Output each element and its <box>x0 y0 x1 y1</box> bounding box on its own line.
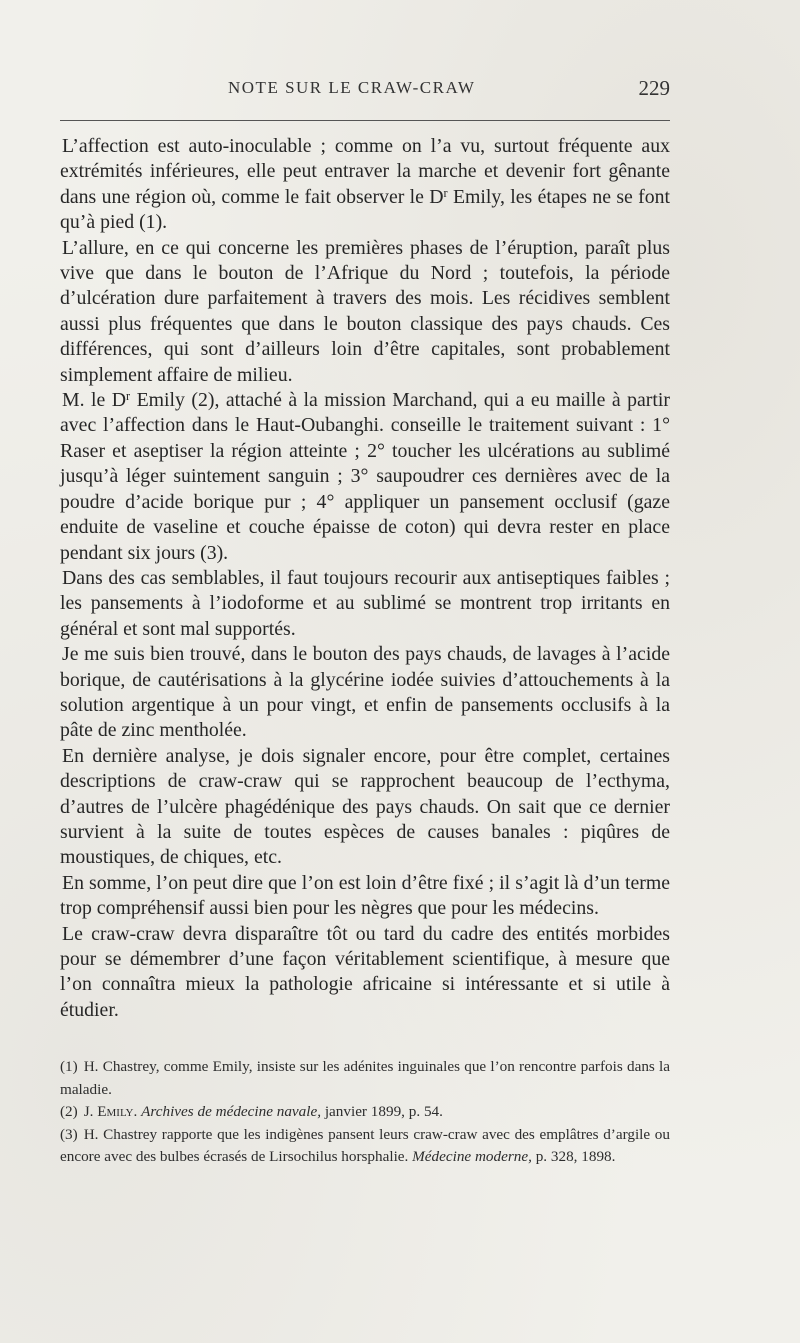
paragraph-1: L’affection est auto-inoculable ; comme on l’a vu, surtout fréquente aux extrémités inférieures, elle peut entraver la marche et devenir fort gênante dans une région où, comme le fait observer le $D^r$ Emily, les étapes ne se font qu’à pied (1). <box>60 135 670 234</box>
paragraph-6: En dernière analyse, je dois signaler encore, pour être complet, certaines descriptions de craw-craw qui se rapprochent beaucoup de l’ecthyma, d’autres de l’ulcère phagédénique des pays chauds. On sait que ce dernier survient à la suite de toutes espèces de causes banales : piqûres de moustiques, de chiques, etc. <box>60 744 670 869</box>
paragraph-8: Le craw-craw devra disparaître tôt ou tard du cadre des entités morbides pour se démembrer d’une façon véritablement scientifique, à mesure que l’on connaîtra mieux la pathologie africaine si intéressante et si utile à étudier. <box>60 922 670 1021</box>
superscript: r <box>126 388 131 403</box>
paragraph-5: Je me suis bien trouvé, dans le bouton des pays chauds, de lavages à l’acide borique, de cautérisations à la glycérine iodée suivies d’attouchements à la solution argentique à un pour vingt, et enfin de pansements occlusifs à la pâte de zinc mentholée. <box>60 643 670 742</box>
footnote-mark: (1) <box>60 1058 78 1075</box>
paragraph-3: M. le $D^r$ Emily (2), attaché à la mission Marchand, qui a eu maille à partir avec l’affection dans le Haut-Oubanghi. conseille le traitement suivant : 1° Raser et aseptiser la région atteinte ; 2° toucher les ulcérations au sublimé jusqu’à léger suintement sanguin ; 3° saupoudrer ces dernières avec de la poudre d’acide borique pur ; 4° appliquer un pansement occlusif (gaze enduite de vaseline et couche épaisse de coton) qui devra rester en place pendant six jours (3). <box>60 388 670 564</box>
main-text <box>60 134 670 1023</box>
footnotes <box>60 1056 670 1169</box>
footnote-journal-title: Archives de médecine navale, <box>141 1103 322 1120</box>
footnote-mark: (3) <box>60 1125 78 1143</box>
footnote-2: (2) J. Emily. Archives de médecine navale, janvier 1899, p. 54. <box>60 1103 443 1120</box>
page-header <box>60 78 670 108</box>
paragraph-7: En somme, l’on peut dire que l’on est loin d’être fixé ; il s’agit là d’un terme trop compréhensif aussi bien pour les nègres que pour les médecins. <box>60 871 670 920</box>
header-rule <box>60 120 670 121</box>
footnote-mark: (2) <box>60 1103 78 1120</box>
footnote-author: J. Emily. <box>83 1103 138 1120</box>
paragraph-2: L’allure, en ce qui concerne les premières phases de l’éruption, paraît plus vive que dans le bouton de l’Afrique du Nord ; toutefois, la période d’ulcération dure parfaitement à travers des mois. Les récidives semblent aussi plus fréquentes que dans le bouton classique des pays chauds. Ces différences, qui sont d’ailleurs loin d’être capitales, sont probablement simplement affaire de milieu. <box>60 236 670 386</box>
page-number: 229 <box>638 76 670 100</box>
running-title: NOTE SUR LE CRAW-CRAW <box>228 78 476 97</box>
footnote-journal-title: Médecine moderne, <box>412 1148 532 1165</box>
superscript: r <box>443 185 448 200</box>
footnote-1: (1) H. Chastrey, comme Emily, insiste sur les adénites inguinales que l’on rencontre parfois dans la maladie. <box>60 1058 670 1098</box>
paragraph-4: Dans des cas semblables, il faut toujours recourir aux antiseptiques faibles ; les pansements à l’iodoforme et au sublimé se montrent trop irritants en général et sont mal supportés. <box>60 566 670 640</box>
footnote-3: (3) H. Chastrey rapporte que les indigènes pansent leurs craw-craw avec des emplâtres d’argile ou encore avec des bulbes écrasés de Lirsochilus horsphalie. Médecine moderne, p. 328, 1898. <box>60 1125 670 1165</box>
